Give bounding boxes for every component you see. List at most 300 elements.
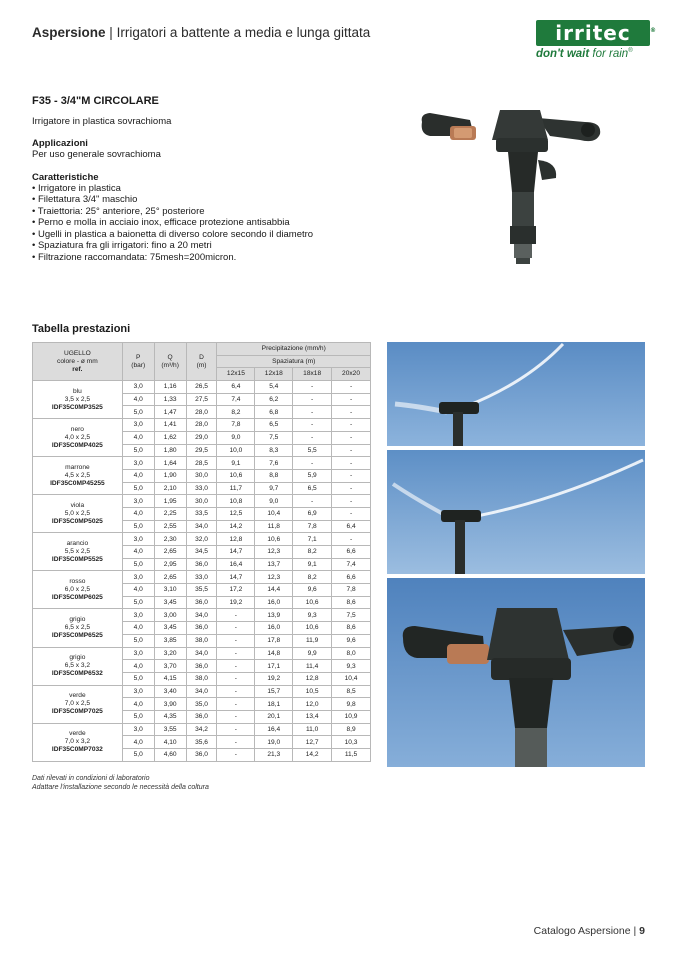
table-cell: 10,4 [255,507,293,520]
table-row [33,685,371,698]
table-cell: 5,0 [122,672,154,685]
table-cell: 1,95 [154,495,186,508]
table-cell: 13,7 [255,558,293,571]
table-cell: 1,80 [154,444,186,457]
table-row [33,381,371,394]
header-section: Aspersione [32,25,106,40]
table-cell: 8,8 [255,469,293,482]
table-cell: 14,7 [217,546,255,559]
features-heading: Caratteristiche [32,171,99,183]
tagline-bold: don't wait [536,48,590,60]
table-cell: 3,45 [154,596,186,609]
feature-item: • Traiettoria: 25° anteriore, 25° posteriore [32,206,392,218]
table-cell: 6,5 [255,419,293,432]
table-cell: - [217,634,255,647]
table-cell: 5,0 [122,444,154,457]
col-header-spacing-12x18: 12x18 [255,368,293,381]
sprinkler-product-image [410,100,615,270]
table-cell: 30,0 [186,495,217,508]
table-cell: 5,0 [122,406,154,419]
nozzle-color: grigio [69,615,86,623]
table-cell: 9,3 [293,609,332,622]
table-cell: 9,6 [293,584,332,597]
nozzle-ref: IDF35C0MP7025 [51,708,103,716]
table-cell: - [293,406,332,419]
nozzle-size: 5,0 x 2,5 [64,509,91,517]
sprinkler-spray-photo-1 [387,342,645,446]
table-cell: - [217,647,255,660]
feature-item: • Perno e molla in acciaio inox, efficace protezione antisabbia [32,217,392,229]
table-cell: - [332,444,371,457]
table-cell: - [217,749,255,762]
header-separator: | [109,25,113,40]
table-cell: 1,90 [154,469,186,482]
applications-text: Per uso generale sovrachioma [32,149,161,160]
table-cell: 19,0 [255,736,293,749]
table-cell: 34,0 [186,520,217,533]
table-cell: 12,3 [255,571,293,584]
logo-wordmark [536,20,657,46]
table-cell: 11,9 [293,634,332,647]
table-cell: - [293,457,332,470]
tagline-rest: for rain [592,48,629,60]
table-cell: 35,0 [186,698,217,711]
table-cell: 34,5 [186,546,217,559]
table-cell: 7,8 [293,520,332,533]
table-cell: 2,65 [154,571,186,584]
table-cell: 10,6 [255,533,293,546]
table-cell: 36,0 [186,749,217,762]
nozzle-color: nero [70,425,84,433]
table-cell: 7,4 [217,393,255,406]
col-header-pressure [122,343,154,381]
table-cell: 29,5 [186,444,217,457]
nozzle-ref: IDF35C0MP5025 [51,517,103,525]
nozzle-color: viola [70,501,85,509]
table-cell: 6,4 [217,381,255,394]
table-cell: 36,0 [186,596,217,609]
table-cell: 10,9 [332,710,371,723]
nozzle-cell [33,647,123,685]
nozzle-ref: IDF35C0MP6025 [51,593,103,601]
table-cell: - [293,393,332,406]
nozzle-cell [33,723,123,761]
col-header-spacing-18x18: 18x18 [293,368,332,381]
table-cell: 12,5 [217,507,255,520]
table-cell: 5,0 [122,634,154,647]
footer-catalog: Catalogo Aspersione [533,925,631,937]
table-cell: 3,0 [122,571,154,584]
nozzle-size: 5,5 x 2,5 [64,547,91,555]
col-header-flow [154,343,186,381]
table-cell: 9,0 [255,495,293,508]
nozzle-ref: IDF35C0MP45255 [50,479,105,487]
table-cell: 4,0 [122,660,154,673]
table-cell: 2,55 [154,520,186,533]
col-header-nozzle [33,343,123,381]
table-cell: 38,0 [186,672,217,685]
footnote-line-2: Adattare l'installazione secondo le necessità della coltura [32,784,209,791]
table-cell: 5,0 [122,710,154,723]
table-cell: 15,7 [255,685,293,698]
table-cell: 1,41 [154,419,186,432]
table-cell: 3,0 [122,685,154,698]
table-cell: 34,0 [186,609,217,622]
table-cell: 5,0 [122,482,154,495]
nozzle-size: 4,0 x 2,5 [64,433,91,441]
table-cell: 2,10 [154,482,186,495]
table-cell: - [332,419,371,432]
performance-table [32,342,371,762]
table-body [33,381,371,762]
table-cell: 9,1 [293,558,332,571]
table-cell: 2,65 [154,546,186,559]
nozzle-ref: IDF35C0MP6532 [51,670,103,678]
sprinkler-closeup-photo [387,578,645,767]
table-cell: 8,2 [293,546,332,559]
nozzle-color: arancio [66,539,89,547]
table-cell: - [332,533,371,546]
table-cell: - [217,660,255,673]
footnote-line-1: Dati rilevati in condizioni di laboratorio [32,775,150,782]
nozzle-cell [33,609,123,647]
table-cell: 14,2 [293,749,332,762]
table-cell: 8,2 [217,406,255,419]
table-cell: 33,0 [186,571,217,584]
table-cell: 9,7 [255,482,293,495]
table-cell: 12,7 [293,736,332,749]
nozzle-color: verde [69,692,86,700]
table-cell: 13,4 [293,710,332,723]
table-cell: 3,70 [154,660,186,673]
table-row [33,419,371,432]
table-cell: 8,5 [332,685,371,698]
header-subtitle: Irrigatori a battente a media e lunga gittata [116,25,371,40]
feature-item: • Ugelli in plastica a baionetta di diverso colore secondo il diametro [32,229,392,241]
table-cell: 4,0 [122,431,154,444]
table-cell: 8,6 [332,596,371,609]
table-cell: - [217,723,255,736]
table-cell: - [217,736,255,749]
table-cell: 4,0 [122,584,154,597]
table-cell: - [332,469,371,482]
table-row [33,647,371,660]
sprinkler-spray-photo-2 [387,450,645,574]
header-p-l2: (bar) [131,361,146,369]
table-cell: 7,1 [293,533,332,546]
table-cell: 4,35 [154,710,186,723]
col-header-spacing: Spaziatura (m) [217,355,371,368]
nozzle-color: verde [69,730,86,738]
table-cell: 2,95 [154,558,186,571]
table-cell: - [332,495,371,508]
table-cell: 4,15 [154,672,186,685]
table-cell: 7,8 [217,419,255,432]
table-cell: 33,5 [186,507,217,520]
nozzle-ref: IDF35C0MP3525 [51,403,103,411]
table-cell: 17,8 [255,634,293,647]
header-q-l1: Q [167,353,173,361]
table-cell: 14,4 [255,584,293,597]
table-cell: 13,9 [255,609,293,622]
table-cell: - [332,507,371,520]
nozzle-color: marrone [65,463,90,471]
table-cell: 7,6 [255,457,293,470]
footer-separator: | [633,925,637,937]
header-p-l1: P [136,353,141,361]
nozzle-size: 6,0 x 2,5 [64,585,91,593]
logo-registered: ® [650,27,657,34]
table-cell: 2,25 [154,507,186,520]
table-cell: - [332,381,371,394]
table-cell: 38,0 [186,634,217,647]
table-cell: - [217,685,255,698]
applications-heading: Applicazioni [32,138,88,149]
table-cell: 4,0 [122,622,154,635]
table-cell: - [293,431,332,444]
table-cell: 12,3 [255,546,293,559]
table-cell: - [293,495,332,508]
irritec-logo [536,20,657,60]
table-header [33,343,371,381]
table-cell: 3,00 [154,609,186,622]
table-cell: 27,5 [186,393,217,406]
table-cell: 6,2 [255,393,293,406]
nozzle-color: blu [72,387,82,395]
table-cell: 19,2 [255,672,293,685]
nozzle-cell [33,381,123,419]
nozzle-cell [33,685,123,723]
table-cell: 10,6 [217,469,255,482]
table-cell: 1,33 [154,393,186,406]
header-q-l2: (m³/h) [161,361,179,369]
table-cell: 17,1 [255,660,293,673]
logo-brand: irritec [555,21,631,45]
table-cell: - [217,698,255,711]
table-cell: 35,6 [186,736,217,749]
table-cell: 35,5 [186,584,217,597]
col-header-spacing-20x20: 20x20 [332,368,371,381]
table-cell: 3,0 [122,609,154,622]
table-cell: 36,0 [186,710,217,723]
nozzle-size: 4,5 x 2,5 [64,471,91,479]
table-row [33,533,371,546]
table-row [33,495,371,508]
table-cell: 9,9 [293,647,332,660]
table-cell: 28,0 [186,406,217,419]
table-cell: 6,6 [332,546,371,559]
table-cell: 10,8 [217,495,255,508]
table-cell: 10,3 [332,736,371,749]
table-cell: - [293,381,332,394]
table-cell: 8,9 [332,723,371,736]
table-cell: 33,0 [186,482,217,495]
table-cell: 4,0 [122,546,154,559]
table-cell: 30,0 [186,469,217,482]
logo-tagline [536,48,650,60]
table-cell: 10,6 [293,622,332,635]
feature-item: • Filtrazione raccomandata: 75mesh=200micron. [32,252,392,264]
table-cell: 3,0 [122,419,154,432]
table-cell: 3,0 [122,533,154,546]
col-header-precipitation: Precipitazione (mm/h) [217,343,371,356]
table-cell: 8,6 [332,622,371,635]
table-cell: 28,5 [186,457,217,470]
table-cell: 16,0 [255,596,293,609]
table-cell: 17,2 [217,584,255,597]
table-cell: 3,0 [122,647,154,660]
nozzle-cell [33,571,123,609]
table-cell: 16,0 [255,622,293,635]
header-d-l1: D [199,353,204,361]
nozzle-cell [33,495,123,533]
page-number: 9 [639,925,645,937]
nozzle-cell [33,533,123,571]
table-cell: - [332,482,371,495]
nozzle-color: rosso [69,577,86,585]
nozzle-ref: IDF35C0MP4025 [51,441,103,449]
table-cell: 10,6 [293,596,332,609]
feature-item: • Spaziatura fra gli irrigatori: fino a 20 metri [32,240,392,252]
page-footer [534,925,645,937]
table-row [33,609,371,622]
table-cell: 5,5 [293,444,332,457]
table-cell: 11,7 [217,482,255,495]
table-cell: 26,5 [186,381,217,394]
table-cell: - [217,710,255,723]
table-cell: 11,5 [332,749,371,762]
table-footnotes [32,774,209,792]
table-cell: 11,4 [293,660,332,673]
table-cell: 3,40 [154,685,186,698]
table-cell: 29,0 [186,431,217,444]
header-nozzle-l3: ref. [72,365,83,373]
table-cell: 36,0 [186,660,217,673]
table-cell: 1,16 [154,381,186,394]
table-cell: 9,3 [332,660,371,673]
table-cell: 34,0 [186,647,217,660]
table-cell: 6,5 [293,482,332,495]
table-cell: 16,4 [217,558,255,571]
table-cell: 5,0 [122,558,154,571]
table-cell: 8,3 [255,444,293,457]
tagline-mark: ® [628,48,633,55]
table-cell: - [217,622,255,635]
table-cell: 2,30 [154,533,186,546]
table-cell: 3,0 [122,723,154,736]
table-cell: 5,4 [255,381,293,394]
table-cell: 1,64 [154,457,186,470]
table-cell: 16,4 [255,723,293,736]
feature-item: • Filettatura 3/4" maschio [32,194,392,206]
table-cell: 6,4 [332,520,371,533]
nozzle-ref: IDF35C0MP6525 [51,631,103,639]
nozzle-size: 6,5 x 2,5 [64,623,91,631]
table-cell: 9,6 [332,634,371,647]
table-cell: 19,2 [217,596,255,609]
table-cell: 12,0 [293,698,332,711]
product-subtitle: Irrigatore in plastica sovrachioma [32,116,172,127]
table-cell: 6,8 [255,406,293,419]
table-cell: 36,0 [186,622,217,635]
table-cell: 4,0 [122,507,154,520]
table-cell: - [293,419,332,432]
product-description [32,95,392,263]
table-cell: 8,2 [293,571,332,584]
features-list [32,183,392,264]
table-cell: 18,1 [255,698,293,711]
table-cell: 34,2 [186,723,217,736]
nozzle-size: 6,5 x 3,2 [64,662,91,670]
table-cell: 28,0 [186,419,217,432]
nozzle-color: grigio [69,654,86,662]
table-cell: - [332,457,371,470]
table-cell: 3,55 [154,723,186,736]
page-header-title [32,25,370,40]
table-cell: 4,60 [154,749,186,762]
table-cell: 3,45 [154,622,186,635]
table-cell: 11,8 [255,520,293,533]
table-row [33,723,371,736]
table-cell: 3,20 [154,647,186,660]
table-cell: 1,62 [154,431,186,444]
table-cell: - [217,672,255,685]
table-cell: 4,0 [122,469,154,482]
header-nozzle-l2: colore - ø mm [57,357,98,365]
table-cell: 21,3 [255,749,293,762]
nozzle-size: 7,0 x 3,2 [64,738,91,746]
table-cell: 3,0 [122,457,154,470]
table-cell: 7,4 [332,558,371,571]
table-cell: 34,0 [186,685,217,698]
feature-item: • Irrigatore in plastica [32,183,392,195]
table-cell: 4,10 [154,736,186,749]
table-cell: 14,8 [255,647,293,660]
table-cell: 7,5 [332,609,371,622]
table-cell: 9,1 [217,457,255,470]
table-cell: 3,0 [122,381,154,394]
table-cell: 5,0 [122,596,154,609]
table-cell: 3,85 [154,634,186,647]
table-cell: 32,0 [186,533,217,546]
table-cell: 4,0 [122,698,154,711]
table-cell: 3,90 [154,698,186,711]
col-header-diameter [186,343,217,381]
header-d-l2: (m) [196,361,207,369]
table-cell: 36,0 [186,558,217,571]
nozzle-ref: IDF35C0MP7032 [51,746,103,754]
table-cell: 10,0 [217,444,255,457]
table-title: Tabella prestazioni [32,323,131,335]
table-cell: 9,8 [332,698,371,711]
table-cell: - [332,406,371,419]
table-cell: 5,0 [122,749,154,762]
table-cell: 4,0 [122,736,154,749]
table-cell: 12,8 [293,672,332,685]
table-cell: 4,0 [122,393,154,406]
table-cell: 14,7 [217,571,255,584]
table-cell: 12,8 [217,533,255,546]
nozzle-cell [33,457,123,495]
table-row [33,571,371,584]
nozzle-size: 3,5 x 2,5 [64,395,91,403]
table-cell: 7,8 [332,584,371,597]
table-cell: 11,0 [293,723,332,736]
nozzle-ref: IDF35C0MP5525 [51,555,103,563]
nozzle-size: 7,0 x 2,5 [64,700,91,708]
table-cell: - [217,609,255,622]
table-cell: 6,6 [332,571,371,584]
